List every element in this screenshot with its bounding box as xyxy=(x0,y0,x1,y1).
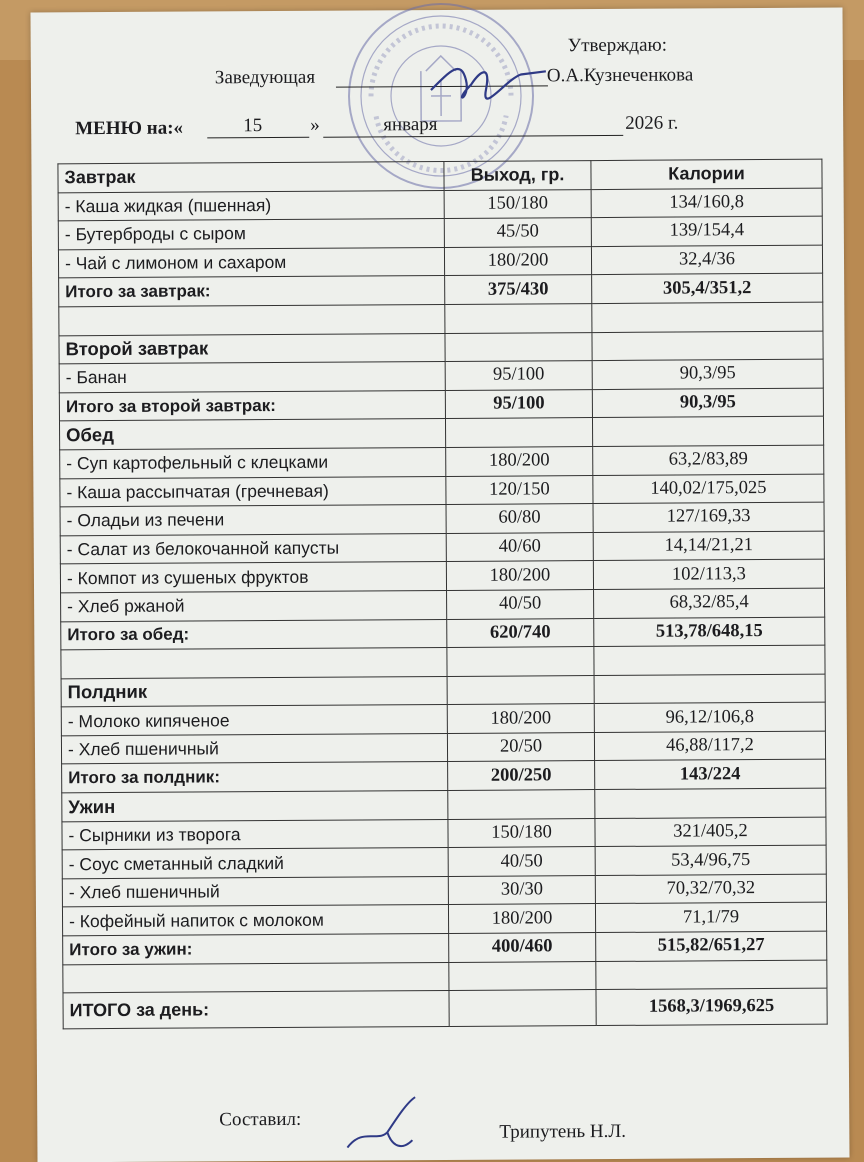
yield-cell xyxy=(447,647,594,676)
dish-name-cell: - Чай с лимоном и сахаром xyxy=(58,247,444,278)
dish-name-cell: Итого за завтрак: xyxy=(59,276,445,307)
empty-row xyxy=(61,645,825,678)
open-quote: « xyxy=(173,117,184,139)
calories-cell: 102/113,3 xyxy=(593,559,824,589)
calories-cell: 140,02/175,025 xyxy=(593,474,824,504)
dish-name-cell xyxy=(59,304,445,335)
section-row xyxy=(59,416,823,449)
yield-cell: 180/200 xyxy=(448,904,595,933)
calories-cell: 90,3/95 xyxy=(592,388,823,418)
calories-cell: 143/224 xyxy=(595,760,826,790)
dish-name-cell: - Каша рассыпчатая (гречневая) xyxy=(60,476,446,507)
column-header-yield: Выход, гр. xyxy=(444,161,591,190)
empty-row xyxy=(59,302,823,335)
subtotal-row xyxy=(62,760,826,793)
menu-year: 2026 г. xyxy=(625,112,679,134)
dish-name-cell: - Молоко кипяченое xyxy=(61,705,447,736)
table-row xyxy=(62,845,826,878)
yield-cell: 620/740 xyxy=(447,618,594,647)
dish-name-cell: - Соус сметанный сладкий xyxy=(62,848,448,879)
dish-name-cell: - Компот из сушеных фруктов xyxy=(60,562,446,593)
dish-name-cell: - Банан xyxy=(59,362,445,393)
menu-document xyxy=(30,8,849,1162)
dish-name-cell: - Кофейный напиток с молоком xyxy=(62,905,448,936)
compiler-name: Трипутень Н.Л. xyxy=(499,1120,627,1143)
yield-cell xyxy=(445,418,592,447)
manager-name: О.А.Кузнеченкова xyxy=(546,64,694,87)
manager-label: Заведующая xyxy=(214,66,316,89)
calories-cell xyxy=(592,416,823,446)
yield-cell: 375/430 xyxy=(445,275,592,304)
dish-name-cell: - Хлеб пшеничный xyxy=(61,733,447,764)
section-row xyxy=(59,331,823,364)
table-row xyxy=(60,559,824,592)
dish-name-cell: Полдник xyxy=(61,676,447,707)
calories-cell: 134/160,8 xyxy=(591,188,822,218)
table-row xyxy=(60,502,824,535)
calories-cell xyxy=(596,960,827,990)
column-header-meal: Завтрак xyxy=(58,161,444,192)
table-row xyxy=(60,531,824,564)
calories-cell: 68,32/85,4 xyxy=(594,588,825,618)
table-row xyxy=(61,588,825,621)
yield-cell: 60/80 xyxy=(446,504,593,533)
dish-name-cell: - Каша жидкая (пшенная) xyxy=(58,190,444,221)
approve-label: Утверждаю: xyxy=(567,34,668,57)
calories-cell: 90,3/95 xyxy=(592,359,823,389)
subtotal-row xyxy=(59,388,823,421)
calories-cell: 1568,3/1969,625 xyxy=(596,988,827,1025)
table-row xyxy=(60,445,824,478)
dish-name-cell: - Хлеб пшеничный xyxy=(62,876,448,907)
dish-name-cell: Итого за ужин: xyxy=(63,933,449,964)
calories-cell xyxy=(592,302,823,332)
calories-cell: 139/154,4 xyxy=(591,216,822,246)
yield-cell: 40/60 xyxy=(446,532,593,561)
yield-cell xyxy=(448,790,595,819)
calories-cell: 305,4/351,2 xyxy=(592,274,823,304)
yield-cell: 45/50 xyxy=(444,218,591,247)
yield-cell xyxy=(449,990,596,1027)
yield-cell xyxy=(449,961,596,990)
menu-day: 15 xyxy=(243,115,263,137)
subtotal-row xyxy=(63,931,827,964)
dish-name-cell: - Бутерброды с сыром xyxy=(58,219,444,250)
calories-cell: 321/405,2 xyxy=(595,817,826,847)
calories-cell xyxy=(595,788,826,818)
yield-cell: 200/250 xyxy=(448,761,595,790)
calories-cell: 513,78/648,15 xyxy=(594,617,825,647)
dish-name-cell: - Сырники из творога xyxy=(62,819,448,850)
calories-cell: 14,14/21,21 xyxy=(593,531,824,561)
section-row xyxy=(62,788,826,821)
yield-cell: 95/100 xyxy=(445,361,592,390)
yield-cell: 40/50 xyxy=(448,847,595,876)
yield-cell: 120/150 xyxy=(446,475,593,504)
calories-cell: 46,88/117,2 xyxy=(594,731,825,761)
dish-name-cell: ИТОГО за день: xyxy=(63,991,449,1029)
calories-cell: 53,4/96,75 xyxy=(595,845,826,875)
yield-cell: 180/200 xyxy=(446,447,593,476)
dish-name-cell xyxy=(63,962,449,993)
calories-cell: 32,4/36 xyxy=(591,245,822,275)
yield-cell: 400/460 xyxy=(449,933,596,962)
menu-table xyxy=(57,159,827,1030)
table-row xyxy=(62,874,826,907)
manager-signature xyxy=(411,49,561,110)
table-row xyxy=(62,903,826,936)
close-quote: » xyxy=(310,114,320,136)
subtotal-row xyxy=(59,274,823,307)
compiled-label: Составил: xyxy=(219,1108,302,1131)
yield-cell: 150/180 xyxy=(448,818,595,847)
dish-name-cell: - Оладьи из печени xyxy=(60,505,446,536)
table-row xyxy=(61,731,825,764)
calories-cell xyxy=(594,645,825,675)
menu-table-body xyxy=(58,188,827,1029)
table-row xyxy=(58,216,822,249)
dish-name-cell xyxy=(61,648,447,679)
calories-cell: 127/169,33 xyxy=(593,502,824,532)
dish-name-cell: Ужин xyxy=(62,791,448,822)
menu-date-label xyxy=(75,118,183,141)
calories-cell: 70,32/70,32 xyxy=(595,874,826,904)
dish-name-cell: Итого за обед: xyxy=(61,619,447,650)
calories-cell xyxy=(594,674,825,704)
yield-cell: 180/200 xyxy=(444,246,591,275)
calories-cell: 515,82/651,27 xyxy=(596,931,827,961)
empty-row xyxy=(63,960,827,993)
calories-cell: 96,12/106,8 xyxy=(594,702,825,732)
yield-cell: 40/50 xyxy=(447,589,594,618)
dish-name-cell: Второй завтрак xyxy=(59,333,445,364)
menu-label: МЕНЮ на: xyxy=(75,117,174,140)
yield-cell: 180/200 xyxy=(446,561,593,590)
yield-cell: 30/30 xyxy=(448,875,595,904)
table-row xyxy=(60,474,824,507)
calories-cell: 71,1/79 xyxy=(595,903,826,933)
calories-cell: 63,2/83,89 xyxy=(593,445,824,475)
dish-name-cell: Итого за полдник: xyxy=(62,762,448,793)
yield-cell xyxy=(445,332,592,361)
table-row xyxy=(58,188,822,221)
table-row xyxy=(62,817,826,850)
subtotal-row xyxy=(61,617,825,650)
day-total-row xyxy=(63,988,827,1029)
menu-month: января xyxy=(383,114,438,136)
yield-cell: 20/50 xyxy=(447,732,594,761)
table-row xyxy=(59,359,823,392)
yield-cell: 180/200 xyxy=(447,704,594,733)
dish-name-cell: - Хлеб ржаной xyxy=(61,590,447,621)
calories-cell xyxy=(592,331,823,361)
dish-name-cell: - Суп картофельный с клецками xyxy=(60,447,446,478)
yield-cell xyxy=(447,675,594,704)
table-row xyxy=(61,702,825,735)
column-header-calories: Калории xyxy=(591,159,822,189)
section-row xyxy=(61,674,825,707)
dish-name-cell: - Салат из белокочанной капусты xyxy=(60,533,446,564)
table-header-row xyxy=(58,159,822,192)
yield-cell xyxy=(445,304,592,333)
yield-cell: 150/180 xyxy=(444,189,591,218)
dish-name-cell: Обед xyxy=(59,419,445,450)
dish-name-cell: Итого за второй завтрак: xyxy=(59,390,445,421)
yield-cell: 95/100 xyxy=(445,389,592,418)
compiler-signature xyxy=(337,1092,447,1153)
table-row xyxy=(58,245,822,278)
